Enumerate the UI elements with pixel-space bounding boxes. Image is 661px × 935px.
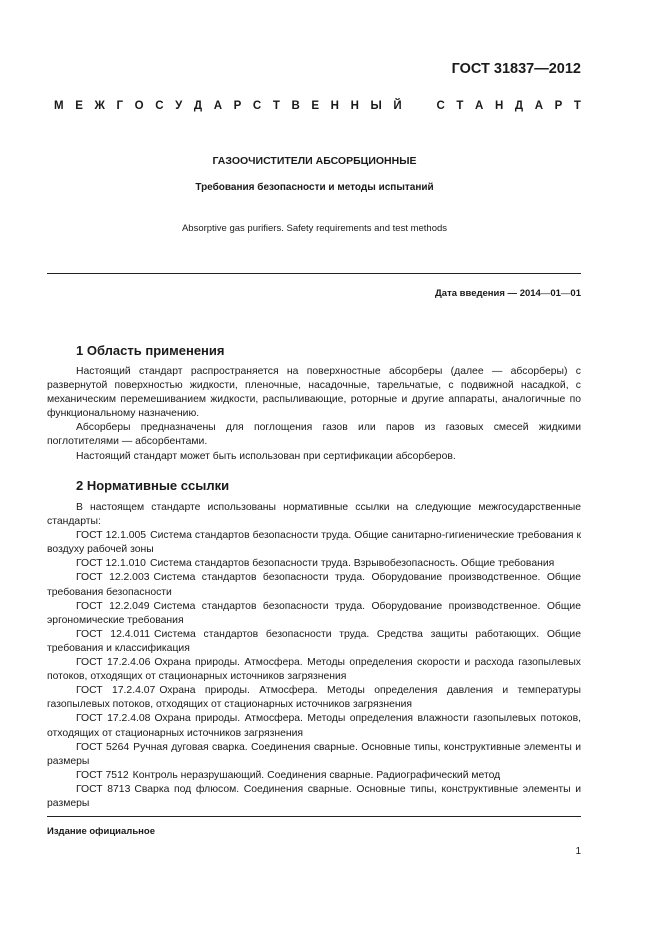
reference-text: Ручная дуговая сварка. Соединения сварные. Основные типы, конструктивные элементы и размеры	[47, 741, 581, 767]
interstate-letter: Д	[514, 100, 524, 112]
reference-text: Охрана природы. Атмосфера. Методы определения скорости и расхода газопылевых потоков, отходящих от стационарных источников загрязнения	[47, 657, 581, 683]
reference-item	[47, 684, 581, 712]
document-subtitle: Требования безопасности и методы испытаний	[195, 182, 434, 193]
paragraph: Настоящий стандарт распространяется на поверхностные абсорберы (далее — абсорберы) с развернутой поверхностью жидкости, пленочные, насадочные, тарельчатые, с подвижной насадкой, с механическим перемешиванием жидкости, распыливающие, роторные и другие аппараты, аналогичные по функциональному назначению.	[47, 366, 581, 420]
reference-item	[47, 571, 581, 599]
interstate-letter: Р	[233, 100, 242, 112]
reference-item	[47, 741, 581, 769]
official-edition-label: Издание официальное	[47, 826, 155, 837]
date-separator: —	[540, 288, 551, 299]
reference-item	[47, 600, 581, 628]
paragraph: Абсорберы предназначены для поглощения газов или паров из газовых смесей жидкими поглотителями — абсорбентами.	[47, 422, 581, 448]
date-separator: —	[560, 288, 571, 299]
reference-code: ГОСТ 7512	[76, 769, 129, 781]
reference-text: Система стандартов безопасности труда. Взрывобезопасность. Общие требования	[149, 558, 555, 570]
interstate-letter: Т	[573, 100, 581, 112]
reference-item	[47, 656, 581, 684]
reference-text: Сварка под флюсом. Соединения сварные. Основные типы, конструктивные элементы и размеры	[47, 783, 581, 809]
reference-text: Система стандартов безопасности труда. Оборудование производственное. Общие эргономические требования	[47, 600, 581, 626]
title-divider	[47, 273, 581, 274]
reference-code: ГОСТ 12.1.005	[76, 530, 147, 542]
interstate-letter: Н	[350, 100, 359, 112]
gost-number: ГОСТ 31837—2012	[451, 61, 581, 77]
intro-date-day: 01	[570, 288, 581, 299]
section-heading-normative-references: 2 Нормативные ссылки	[76, 478, 230, 493]
introduction-date	[435, 288, 581, 299]
section-heading-scope: 1 Область применения	[76, 343, 225, 358]
interstate-letter: С	[155, 100, 164, 112]
reference-code: ГОСТ 8713	[76, 783, 131, 795]
interstate-letter: А	[213, 100, 223, 112]
interstate-letter: Н	[494, 100, 504, 112]
reference-text: Контроль неразрушающий. Соединения сварные. Радиографический метод	[132, 769, 501, 781]
interstate-letter: С	[252, 100, 262, 112]
paragraph: Настоящий стандарт может быть использован при сертификации абсорберов.	[76, 450, 456, 462]
reference-code: ГОСТ 12.2.049	[76, 600, 150, 612]
reference-text: Охрана природы. Атмосфера. Методы определения давления и температуры газопылевых потоков, отходящих от стационарных источников загрязнения	[47, 685, 581, 711]
interstate-letter: Н	[330, 100, 339, 112]
reference-code: ГОСТ 12.4.011	[76, 628, 150, 640]
interstate-letter: Е	[311, 100, 320, 112]
reference-code: ГОСТ 12.2.003	[76, 572, 150, 584]
reference-text: Охрана природы. Атмосфера. Методы определения влажности газопылевых потоков, отходящих от стационарных источников загрязнения	[47, 713, 581, 739]
interstate-letter: Т	[456, 100, 464, 112]
reference-code: ГОСТ 17.2.4.06	[76, 657, 151, 669]
interstate-letter: В	[291, 100, 300, 112]
intro-date-label: Дата введения — 2014	[435, 288, 541, 299]
interstate-letter: Т	[272, 100, 280, 112]
section-body-normative-references	[47, 501, 581, 811]
reference-code: ГОСТ 17.2.4.07	[76, 685, 156, 697]
reference-text: Система стандартов безопасности труда. Общие санитарно-гигиенические требования к воздуху рабочей зоны	[47, 530, 581, 556]
reference-item	[47, 712, 581, 740]
interstate-letter: У	[175, 100, 183, 112]
interstate-letter: Ы	[370, 100, 382, 112]
interstate-letter: Е	[75, 100, 83, 112]
section-body-scope	[47, 365, 581, 464]
reference-text: Система стандартов безопасности труда. Оборудование производственное. Общие требования безопасности	[47, 572, 581, 598]
interstate-letter: Р	[554, 100, 563, 112]
interstate-letter: Д	[193, 100, 203, 112]
reference-code: ГОСТ 5264	[76, 741, 130, 753]
reference-code: ГОСТ 12.1.010	[76, 558, 146, 570]
reference-item	[47, 557, 581, 571]
paragraph: В настоящем стандарте использованы нормативные ссылки на следующие межгосударственные стандарты:	[47, 502, 581, 528]
interstate-standard-label	[54, 100, 581, 112]
interstate-letter: С	[436, 100, 445, 112]
interstate-letter: Ж	[94, 100, 105, 112]
reference-text: Система стандартов безопасности труда. Средства защиты работающих. Общие требования и классификация	[47, 628, 581, 654]
reference-item	[47, 529, 581, 557]
reference-item	[47, 769, 581, 783]
reference-item	[47, 628, 581, 656]
english-title: Absorptive gas purifiers. Safety requirements and test methods	[181, 223, 448, 234]
reference-item	[47, 783, 581, 811]
interstate-letter: М	[54, 100, 64, 112]
interstate-letter: Й	[393, 100, 402, 112]
footer-divider	[47, 816, 581, 817]
interstate-letter: О	[134, 100, 144, 112]
intro-date-month: 01	[550, 288, 561, 299]
document-title: ГАЗООЧИСТИТЕЛИ АБСОРБЦИОННЫЕ	[212, 155, 417, 167]
interstate-letter: А	[534, 100, 544, 112]
interstate-letter: Г	[116, 100, 124, 112]
page-number: 1	[575, 846, 581, 857]
reference-code: ГОСТ 17.2.4.08	[76, 713, 151, 725]
interstate-letter: А	[475, 100, 484, 112]
